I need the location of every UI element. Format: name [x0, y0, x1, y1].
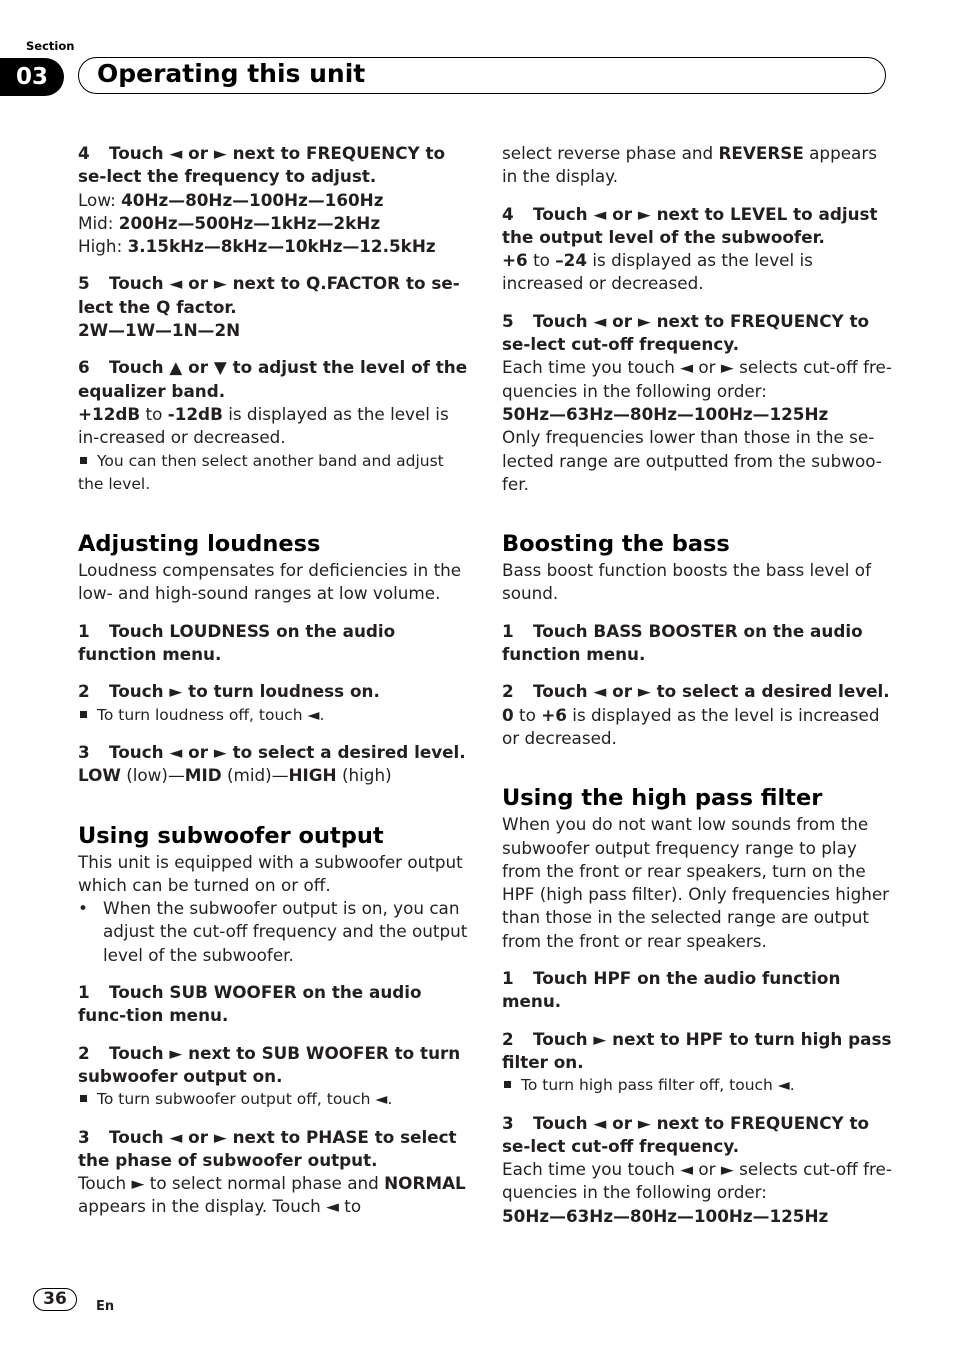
step-number: 2 — [502, 1028, 514, 1049]
label: Low: — [78, 189, 122, 210]
value: NORMAL — [384, 1173, 466, 1194]
title-bar — [78, 57, 886, 94]
text: is displayed as the level is in-creased or decreased. — [78, 403, 449, 448]
level-range — [78, 403, 468, 450]
paragraph: Bass boost function boosts the bass level of sound. — [502, 560, 871, 604]
step — [78, 981, 468, 1028]
text: appears in the display. — [502, 143, 877, 187]
heading-adjusting-loudness: Adjusting loudness — [78, 531, 321, 558]
text: is displayed as the level is increased or decreased. — [502, 250, 813, 294]
square-bullet-icon — [80, 1095, 87, 1102]
step-text: Touch ◄ or ► next to FREQUENCY to se-lect the frequency to adjust. — [78, 143, 446, 187]
bullet-text: When the subwoofer output is on, you can adjust the cut-off frequency and the output level of the subwoofer. — [103, 898, 468, 965]
step — [502, 1028, 892, 1075]
step-number: 5 — [502, 310, 514, 331]
step-text: Touch ◄ or ► next to FREQUENCY to se-lect cut-off frequency. — [502, 1112, 870, 1156]
label: High: — [78, 236, 128, 257]
paragraph: Only frequencies lower than those in the se-lected range are outputted from the subwoo-fer. — [502, 427, 882, 494]
step-number: 1 — [78, 620, 90, 641]
step-text: Touch SUB WOOFER on the audio func-tion menu. — [78, 982, 422, 1026]
square-bullet-icon — [80, 711, 87, 718]
heading-using-subwoofer-output: Using subwoofer output — [78, 822, 384, 849]
note-text: To turn loudness off, touch ◄. — [97, 705, 325, 724]
values: 50Hz—63Hz—80Hz—100Hz—125Hz — [502, 403, 829, 424]
step-number: 1 — [502, 968, 514, 989]
note-text: You can then select another band and adjust the level. — [78, 451, 444, 493]
level-range — [502, 704, 892, 751]
section-label: Section — [26, 39, 75, 53]
text: select reverse phase and — [502, 143, 719, 163]
step-text: Touch ◄ or ► next to PHASE to select the phase of subwoofer output. — [78, 1126, 457, 1170]
page-number: 36 — [33, 1288, 77, 1311]
text: Touch ► to select normal phase and — [78, 1173, 385, 1194]
value: +12dB — [78, 403, 141, 424]
level-range — [502, 249, 892, 296]
q-values — [78, 319, 468, 342]
paragraph: This unit is equipped with a subwoofer output which can be turned on or off. — [78, 851, 463, 895]
square-bullet-icon — [80, 457, 87, 464]
freq-high — [78, 235, 468, 258]
step — [78, 142, 468, 189]
step-number: 1 — [502, 620, 514, 641]
step — [502, 680, 892, 703]
step-text: Touch ► to turn loudness on. — [109, 681, 380, 702]
note — [78, 704, 468, 727]
text: (mid)— — [221, 765, 289, 786]
paragraph: Loudness compensates for deficiencies in the low- and high-sound ranges at low volume. — [78, 560, 462, 604]
step — [502, 1112, 892, 1159]
step-text: Touch ◄ or ► next to Q.FACTOR to se-lect the Q factor. — [78, 273, 460, 317]
note-text: To turn high pass filter off, touch ◄. — [521, 1076, 795, 1095]
step-text: Touch HPF on the audio function menu. — [502, 968, 841, 1012]
text: is displayed as the level is increased or decreased. — [502, 704, 880, 748]
step-text: Touch ◄ or ► next to FREQUENCY to se-lect cut-off frequency. — [502, 310, 870, 355]
freq-mid — [78, 212, 468, 235]
heading-boosting-the-bass: Boosting the bass — [502, 531, 730, 558]
value: -12dB — [167, 403, 223, 424]
step-number: 6 — [78, 357, 90, 378]
step-text: Touch ◄ or ► to select a desired level. — [109, 741, 466, 762]
value: 0 — [502, 704, 514, 725]
paragraph: Each time you touch ◄ or ► selects cut-off fre-quencies in the following order: — [502, 1159, 892, 1203]
square-bullet-icon — [504, 1081, 511, 1088]
paragraph: Each time you touch ◄ or ► selects cut-off fre-quencies in the following order: — [502, 357, 892, 401]
phase-description — [78, 1172, 468, 1219]
step-text: Touch ◄ or ► next to LEVEL to adjust the output level of the subwoofer. — [502, 203, 878, 247]
step-text: Touch ▲ or ▼ to adjust the level of the equalizer band. — [78, 357, 468, 401]
step-number: 2 — [78, 681, 90, 702]
step-number: 2 — [78, 1042, 90, 1063]
bullet-item — [78, 897, 468, 967]
values: 50Hz—63Hz—80Hz—100Hz—125Hz — [502, 1205, 829, 1226]
freq-low — [78, 189, 468, 212]
value: +6 — [502, 250, 528, 271]
step — [78, 272, 468, 319]
text: to — [527, 250, 556, 271]
values: 3.15kHz—8kHz—10kHz—12.5kHz — [127, 236, 436, 257]
freq-values — [502, 1205, 892, 1228]
bullet-icon: • — [78, 898, 88, 919]
value: LOW — [78, 765, 121, 786]
loudness-levels — [78, 764, 468, 787]
step — [502, 310, 892, 357]
value: MID — [184, 765, 222, 786]
values: 200Hz—500Hz—1kHz—2kHz — [118, 212, 381, 233]
text: appears in the display. Touch ◄ to — [78, 1196, 362, 1217]
step-number: 5 — [78, 273, 90, 294]
value: +6 — [541, 704, 567, 725]
language-label: En — [96, 1299, 115, 1314]
step-number: 3 — [78, 741, 90, 762]
text: (low)— — [120, 765, 185, 786]
text: to — [140, 403, 168, 424]
step-text: Touch LOUDNESS on the audio function menu. — [78, 620, 396, 665]
step — [78, 356, 468, 403]
label: Mid: — [78, 212, 119, 233]
note — [502, 1074, 892, 1097]
page-title: Operating this unit — [97, 59, 366, 88]
value: –24 — [555, 250, 588, 271]
step — [502, 967, 892, 1014]
right-column — [502, 142, 892, 1228]
step — [502, 620, 892, 667]
text: (high) — [336, 765, 392, 786]
step-text: Touch BASS BOOSTER on the audio function menu. — [502, 620, 863, 665]
step-number: 1 — [78, 982, 90, 1003]
step — [78, 620, 468, 667]
step-text: Touch ► next to SUB WOOFER to turn subwoofer output on. — [78, 1042, 461, 1086]
left-column — [78, 142, 468, 1219]
value: REVERSE — [718, 143, 804, 163]
values: 40Hz—80Hz—100Hz—160Hz — [121, 189, 384, 210]
step-text: Touch ► next to HPF to turn high pass filter on. — [502, 1028, 892, 1072]
step-text: Touch ◄ or ► to select a desired level. — [533, 681, 890, 702]
step — [78, 741, 468, 764]
step-number: 4 — [502, 203, 514, 224]
note-text: To turn subwoofer output off, touch ◄. — [97, 1090, 393, 1109]
step-number: 3 — [502, 1112, 514, 1133]
section-number-badge: 03 — [0, 58, 64, 96]
note — [78, 450, 468, 497]
heading-using-the-high-pass-filter: Using the high pass filter — [502, 785, 823, 812]
note — [78, 1088, 468, 1111]
step — [502, 203, 892, 250]
value: HIGH — [288, 765, 337, 786]
phase-description-cont — [502, 142, 892, 189]
step — [78, 680, 468, 703]
paragraph: When you do not want low sounds from the subwoofer output frequency range to play from the front or rear speakers, turn on the HPF (high pass filter). Only frequencies higher than those in the selected range are output from the front or rear speakers. — [502, 814, 890, 951]
step-number: 3 — [78, 1126, 90, 1147]
step-number: 2 — [502, 681, 514, 702]
values: 2W—1W—1N—2N — [78, 320, 241, 341]
freq-values — [502, 403, 892, 426]
step — [78, 1126, 468, 1173]
step-number: 4 — [78, 143, 90, 163]
step — [78, 1042, 468, 1089]
text: to — [513, 704, 542, 725]
